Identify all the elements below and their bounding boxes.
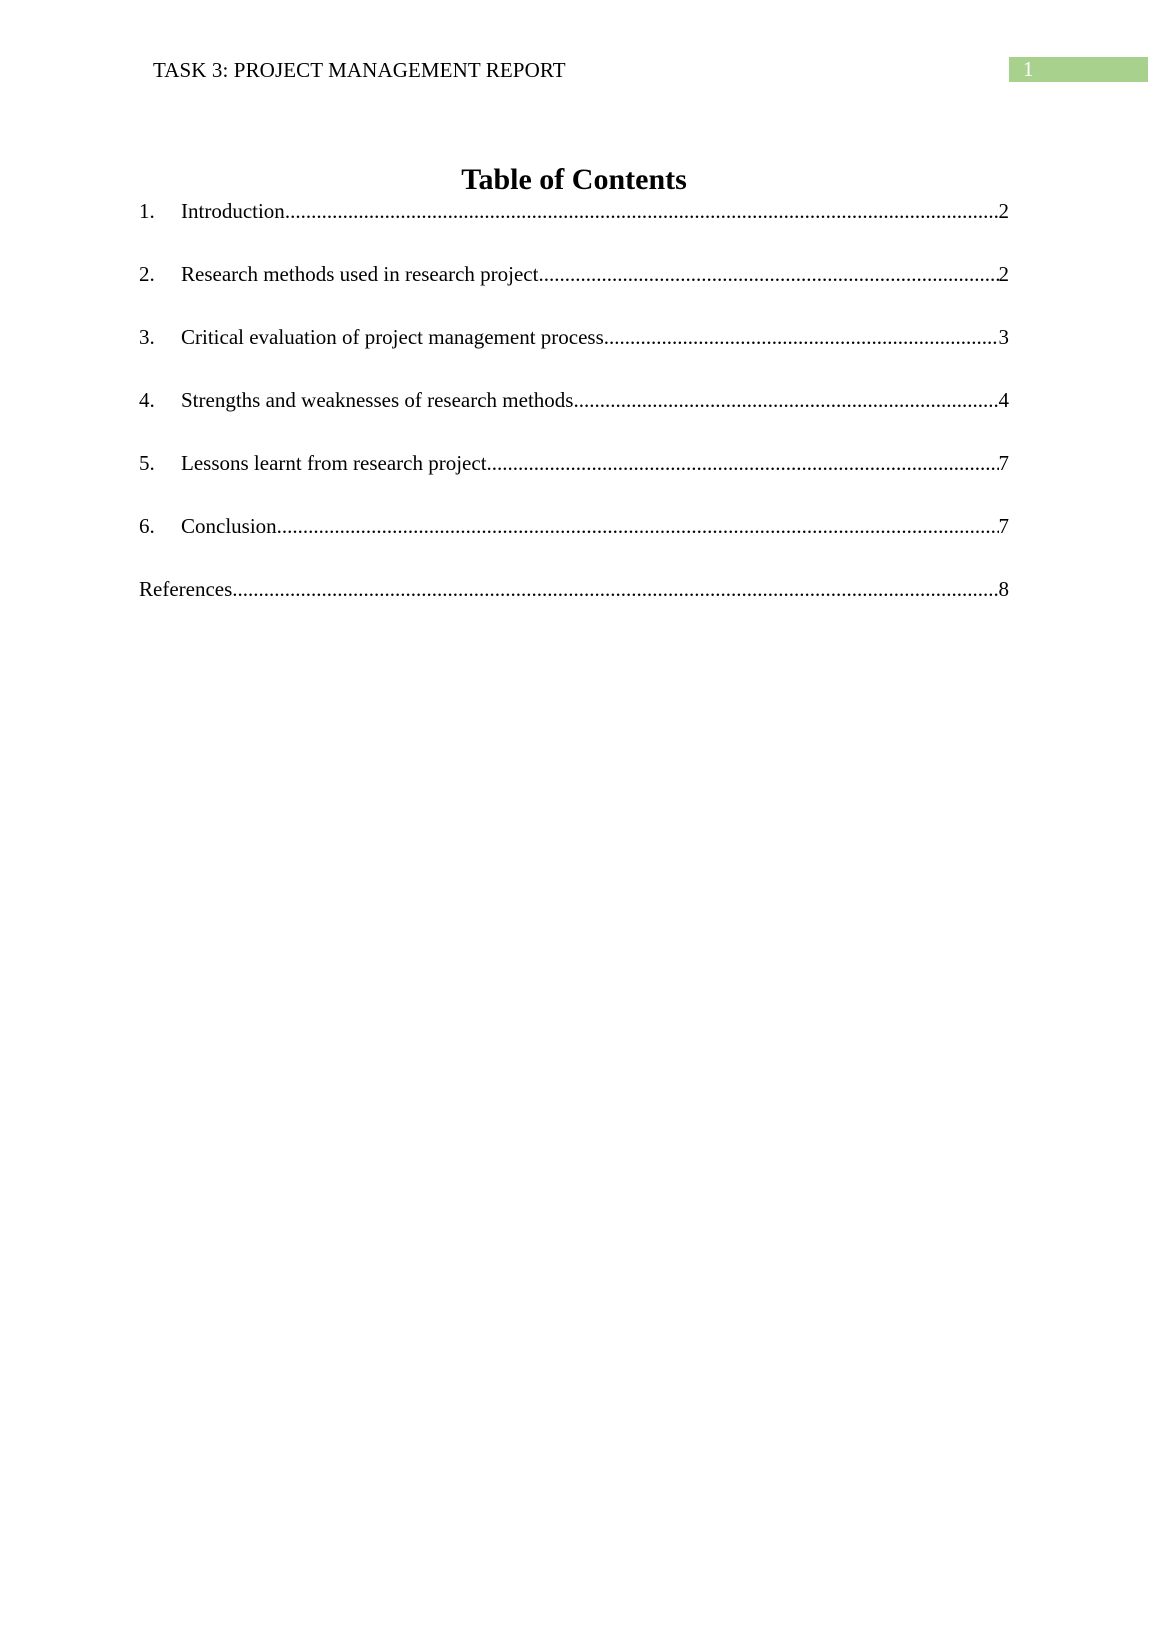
- toc-entry-number: 3.: [139, 325, 155, 349]
- toc-entry-title[interactable]: Research methods used in research project: [181, 262, 539, 286]
- toc-entry-introduction[interactable]: [139, 198, 1009, 224]
- toc-entry-critical-evaluation[interactable]: [139, 324, 1009, 350]
- table-of-contents: [139, 198, 1009, 639]
- toc-entry-page[interactable]: 2: [998, 199, 1009, 223]
- toc-heading: Table of Contents: [461, 163, 687, 196]
- running-header-title: TASK 3: PROJECT MANAGEMENT REPORT: [153, 58, 566, 82]
- toc-entry-lessons-learnt[interactable]: [139, 450, 1009, 476]
- toc-entry-references[interactable]: [139, 576, 1009, 602]
- toc-entry-page[interactable]: 8: [998, 577, 1009, 601]
- toc-entry-page[interactable]: 7: [998, 451, 1009, 475]
- toc-entry-research-methods[interactable]: [139, 261, 1009, 287]
- toc-dot-leader: [277, 513, 999, 539]
- toc-entry-page[interactable]: 2: [998, 262, 1009, 286]
- toc-entry-page[interactable]: 7: [998, 514, 1009, 538]
- toc-entry-title[interactable]: Critical evaluation of project management process: [181, 325, 604, 349]
- page-number-badge: [1009, 57, 1148, 82]
- toc-dot-leader: [232, 576, 998, 602]
- toc-dot-leader: [604, 324, 999, 350]
- toc-dot-leader: [285, 198, 999, 224]
- toc-entry-title[interactable]: Strengths and weaknesses of research methods: [181, 388, 574, 412]
- toc-entry-title[interactable]: Conclusion: [181, 514, 277, 538]
- toc-entry-title[interactable]: References: [139, 577, 233, 601]
- toc-entry-number: 2.: [139, 262, 155, 286]
- toc-entry-number: 1.: [139, 199, 155, 223]
- page-number: 1: [1023, 57, 1034, 81]
- toc-dot-leader: [573, 387, 998, 413]
- toc-entry-title[interactable]: Introduction: [181, 199, 285, 223]
- toc-dot-leader: [487, 450, 999, 476]
- toc-entry-page[interactable]: 4: [998, 388, 1009, 412]
- toc-entry-number: 4.: [139, 388, 155, 412]
- toc-entry-page[interactable]: 3: [998, 325, 1009, 349]
- toc-entry-number: 5.: [139, 451, 155, 475]
- toc-entry-title[interactable]: Lessons learnt from research project: [181, 451, 487, 475]
- toc-entry-number: 6.: [139, 514, 155, 538]
- toc-dot-leader: [538, 261, 998, 287]
- toc-entry-strengths-weaknesses[interactable]: [139, 387, 1009, 413]
- toc-entry-conclusion[interactable]: [139, 513, 1009, 539]
